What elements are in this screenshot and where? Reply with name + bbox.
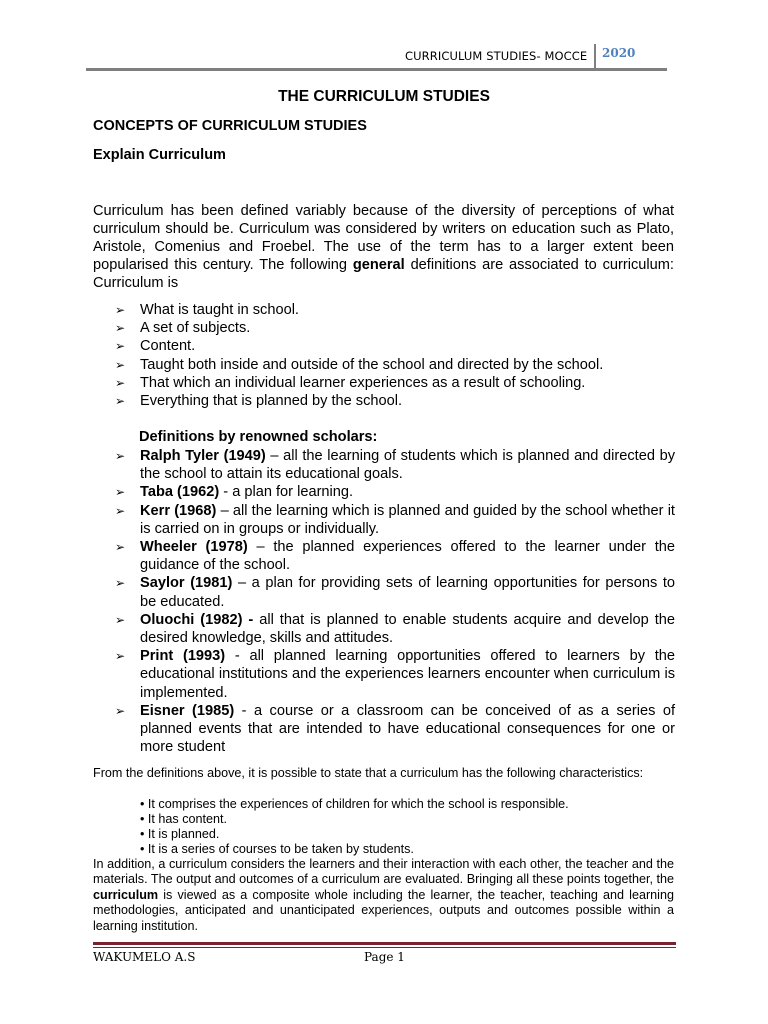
list-item: ➢ Saylor (1981) – a plan for providing sets of learning opportunities for persons to be educated. (115, 575, 676, 610)
footer-rule-thick (93, 942, 676, 945)
header-year: 2020 (602, 46, 636, 60)
arrow-bullet-icon: ➢ (115, 540, 126, 555)
scholars-list (115, 447, 675, 756)
arrow-bullet-icon: ➢ (115, 357, 126, 372)
list-item: ➢ Kerr (1968) – all the learning which is planned and guided by the school whether it is carried on in groups or individually. (115, 502, 675, 537)
scholars-heading: Definitions by renowned scholars: (139, 429, 378, 445)
list-item: • It is planned. (140, 827, 220, 842)
arrow-bullet-icon: ➢ (115, 394, 126, 409)
arrow-bullet-icon: ➢ (115, 321, 126, 336)
arrow-bullet-icon: ➢ (115, 503, 126, 518)
arrow-bullet-icon: ➢ (115, 303, 126, 317)
list-item: ➢ A set of subjects. (115, 320, 251, 337)
list-item: ➢ That which an individual learner experiences as a result of schooling. (115, 374, 586, 391)
list-item: ➢ Eisner (1985) - a course or a classroom can be conceived of as a series of planned events that are intended to have educational consequences for one or more student (115, 702, 675, 756)
list-item: • It comprises the experiences of children for which the school is responsible. (140, 797, 569, 811)
arrow-bullet-icon: ➢ (115, 703, 126, 718)
list-item: • It is a series of courses to be taken by students. (140, 842, 414, 857)
header-title: CURRICULUM STUDIES- MOCCE (405, 49, 588, 63)
intro-paragraph: Curriculum has been defined variably because of the diversity of perceptions of what curriculum should be. Curriculum was considered by writers on education such as Plato, Aristole, Comenius and Froebel. The use of the term has to a larger extent been popularised this century. The following general definitions are associated to curriculum: Curriculum is (93, 203, 674, 291)
page-title: THE CURRICULUM STUDIES (278, 88, 490, 105)
list-item: ➢ What is taught in school. (115, 302, 299, 318)
list-item: ➢ Print (1993) - all planned learning opportunities offered to learners by the educational institutions and the experiences learners encounter when curriculum is implemented. (115, 648, 675, 701)
arrow-bullet-icon: ➢ (115, 375, 126, 390)
list-item: ➢ Taba (1962) - a plan for learning. (115, 484, 354, 501)
arrow-bullet-icon: ➢ (115, 576, 126, 591)
list-item: ➢ Everything that is planned by the school. (115, 393, 403, 410)
footer-rule-thin (93, 947, 676, 948)
list-item: ➢ Content. (115, 338, 196, 355)
list-item: ➢ Oluochi (1982) - all that is planned to enable students acquire and develop the desired knowledge, skills and attitudes. (115, 611, 675, 647)
list-item: • It has content. (140, 812, 228, 827)
arrow-bullet-icon: ➢ (115, 612, 126, 627)
characteristics-intro: From the definitions above, it is possible to state that a curriculum has the following characteristics: (93, 766, 644, 780)
list-item: ➢ Wheeler (1978) – the planned experiences offered to the learner under the guidance of the school. (115, 539, 675, 574)
header-separator (594, 44, 596, 68)
general-definitions-list (115, 301, 675, 410)
list-item: ➢ Taught both inside and outside of the school and directed by the school. (115, 356, 604, 373)
list-item: ➢ Ralph Tyler (1949) – all the learning of students which is planned and directed by the school to attain its educational goals. (115, 448, 675, 483)
conclusion-paragraph: In addition, a curriculum considers the learners and their interaction with each other, the teacher and the materials. The output and outcomes of a curriculum are evaluated. Bringing all these points together, the curriculum is viewed as a composite whole including the learner, the teacher, teaching and learning methodologies, anticipated and unanticipated experiences, outputs and outcomes possible within a learning institution. (93, 857, 674, 933)
header-rule (86, 68, 667, 71)
arrow-bullet-icon: ➢ (115, 449, 126, 463)
characteristics-list (140, 797, 569, 857)
arrow-bullet-icon: ➢ (115, 339, 126, 354)
subsection-heading: Explain Curriculum (93, 147, 226, 163)
arrow-bullet-icon: ➢ (115, 649, 126, 664)
footer-author: WAKUMELO A.S (93, 950, 196, 964)
arrow-bullet-icon: ➢ (115, 485, 126, 500)
section-heading: CONCEPTS OF CURRICULUM STUDIES (93, 118, 367, 134)
footer-page-number: Page 1 (364, 950, 405, 964)
